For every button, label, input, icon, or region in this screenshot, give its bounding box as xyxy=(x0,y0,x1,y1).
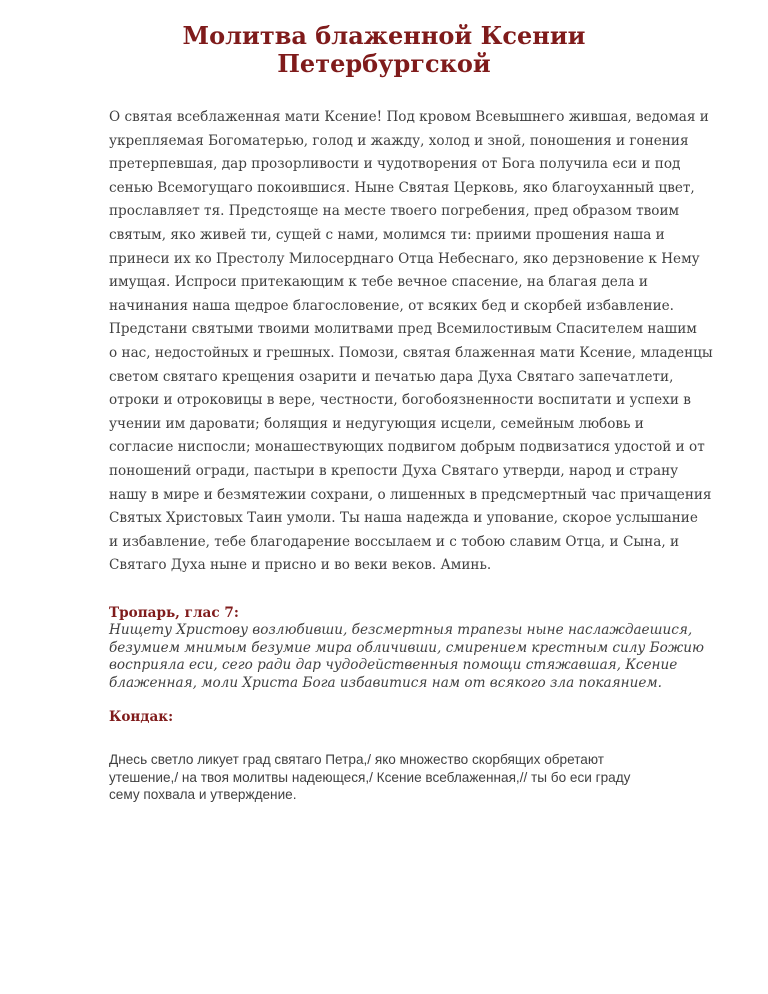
prayer-line: святым, яко живей ти, сущей с нами, молимся ти: приими прошения наша и xyxy=(109,226,665,243)
kontakion-line: Днесь светло ликует град святаго Петра,/ яко множество скорбящих обретают xyxy=(109,752,604,767)
kontakion-line: сему похвала и утверждение. xyxy=(109,787,297,802)
prayer-text xyxy=(109,106,719,578)
prayer-line: укрепляемая Богоматерью, голод и жажду, холод и зной, поношения и гонения xyxy=(109,132,689,149)
prayer-line: отроки и отроковицы в вере, честности, богобоязненности воспитати и успехи в xyxy=(109,392,691,409)
title-line-2: Петербургской xyxy=(277,49,491,78)
prayer-line: Святых Христовых Таин умоли. Ты наша надежда и упование, скорое услышание xyxy=(109,510,698,527)
prayer-line: сенью Всемогущаго покоившися. Ныне Святая Церковь, яко благоуханный цвет, xyxy=(109,179,695,196)
kontakion-heading: Кондак: xyxy=(109,709,174,725)
prayer-line: имущая. Испроси притекающим к тебе вечное спасение, на благая дела и xyxy=(109,274,648,291)
prayer-line: о нас, недостойных и грешных. Помози, святая блаженная мати Ксение, младенцы xyxy=(109,344,713,361)
prayer-line: и избавление, тебе благодарение воссылаем и с тобою славим Отца, и Сына, и xyxy=(109,533,680,550)
prayer-line: Святаго Духа ныне и присно и во веки веков. Аминь. xyxy=(109,557,492,574)
prayer-line: претерпевшая, дар прозорливости и чудотворения от Бога получила еси и под xyxy=(109,156,681,173)
prayer-line: светом святаго крещения озарити и печатью дара Духа Святаго запечатлети, xyxy=(109,368,674,385)
prayer-line: начинания наша щедрое благословение, от всяких бед и скорбей избавление. xyxy=(109,297,674,314)
prayer-line: О святая всеблаженная мати Ксение! Под кровом Всевышнего жившая, ведомая и xyxy=(109,109,709,125)
troparion-line: безумием мнимым безумие мира обличивши, смирением крестным силу Божию xyxy=(109,639,704,656)
prayer-line: поношений огради, пастыри в крепости Духа Святаго утверди, народ и страну xyxy=(109,462,679,479)
prayer-line: Предстани святыми твоими молитвами пред Всемилостивым Спасителем нашим xyxy=(109,321,697,338)
troparion-text xyxy=(109,622,729,692)
title-line-1: Молитва блаженной Ксении xyxy=(182,21,586,50)
troparion-line: блаженная, моли Христа Бога избавитися нам от всякого зла покаянием. xyxy=(109,674,662,691)
prayer-line: учении им даровати; болящия и недугующия исцели, семейным любовь и xyxy=(109,415,644,432)
troparion-heading: Тропарь, глас 7: xyxy=(109,605,239,621)
prayer-line: прославляет тя. Предстояще на месте твоего погребения, пред образом твоим xyxy=(109,203,680,220)
kontakion-line: утешение,/ на твоя молитвы надеющеся,/ Ксение всеблаженная,// ты бо еси граду xyxy=(109,769,631,785)
prayer-line: принеси их ко Престолу Милосерднаго Отца Небеснаго, яко дерзновение к Нему xyxy=(109,250,700,267)
troparion-line: Нищету Христову возлюбивши, безсмертныя трапезы ныне наслаждаешися, xyxy=(109,622,693,638)
prayer-line: согласие ниспосли; монашествующих подвигом добрым подвизатися удостой и от xyxy=(109,439,705,456)
troparion-line: восприяла еси, сего ради дар чудодейственныя помощи стяжавшая, Ксение xyxy=(109,657,678,673)
kontakion-text xyxy=(109,751,729,804)
page-title xyxy=(0,22,768,78)
prayer-line: нашу в мире и безмятежии сохрани, о лишенных в предсмертный час причащения xyxy=(109,486,712,503)
